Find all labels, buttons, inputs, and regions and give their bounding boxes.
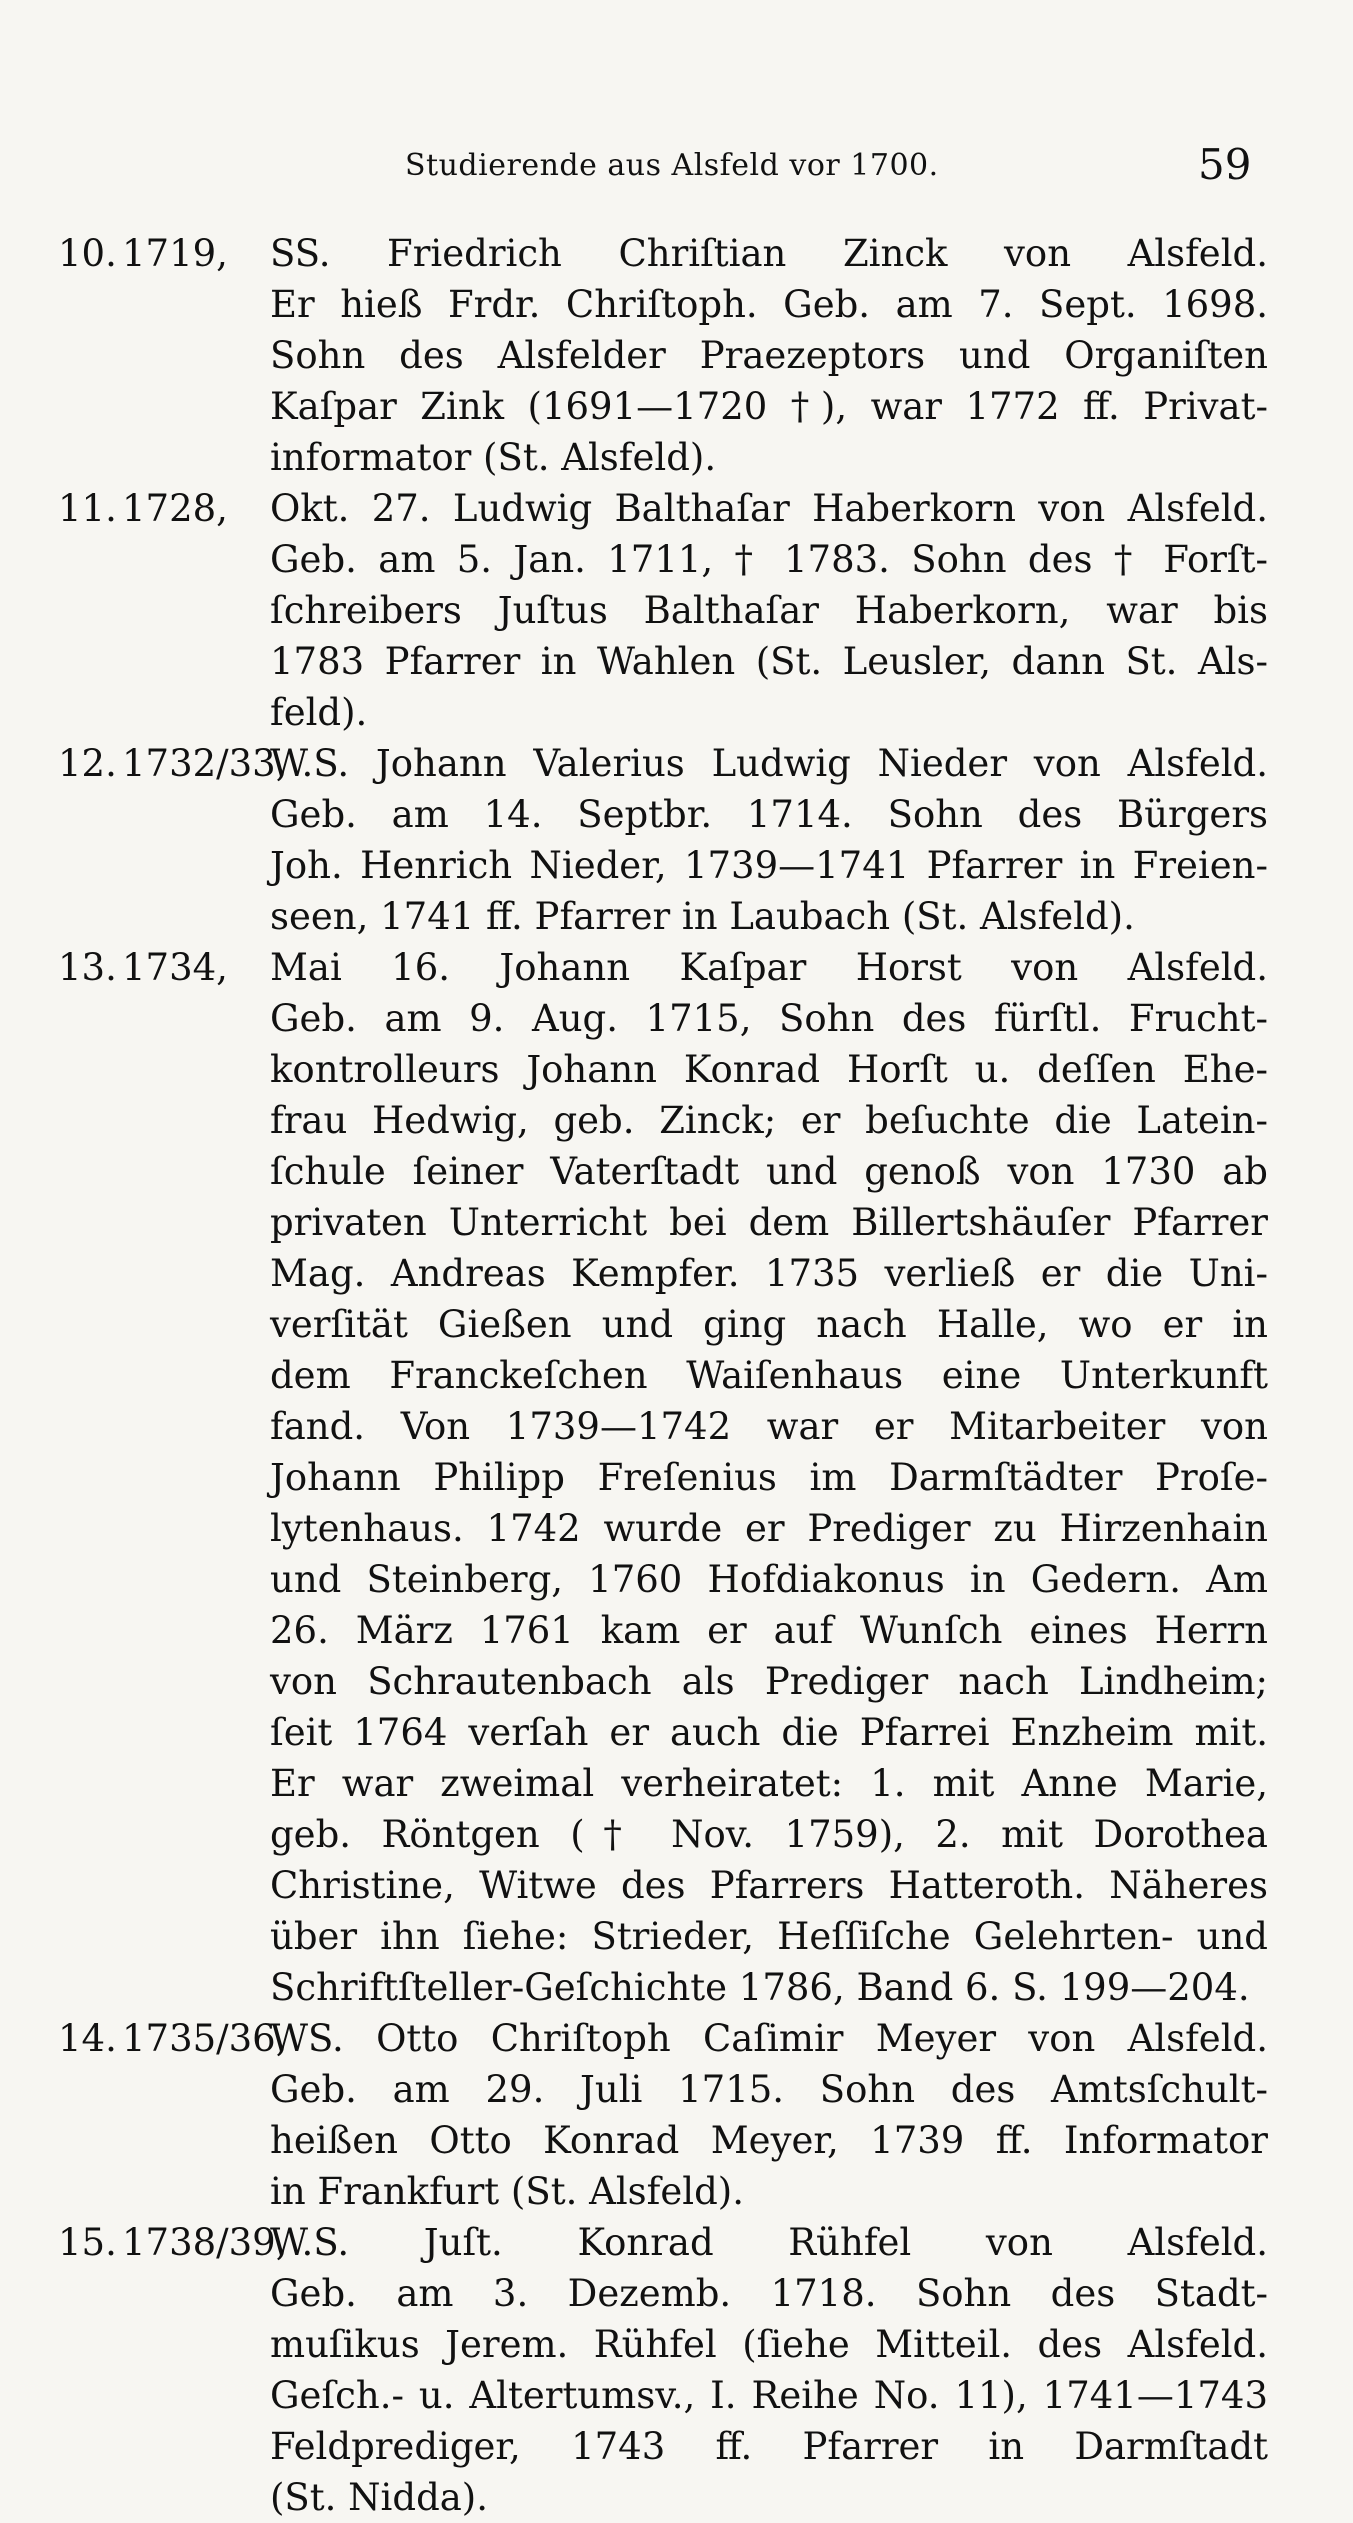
entry-line: 1783 Pfarrer in Wahlen (St. Leusler, dann St. Als- bbox=[270, 640, 1268, 683]
entry-number: 11. bbox=[58, 487, 117, 530]
entry-line: Mai 16. Johann Kaſpar Horst von Alsfeld. bbox=[270, 946, 1268, 989]
entry-head bbox=[58, 942, 228, 993]
entry-line: Er war zweimal verheiratet: 1. mit Anne Marie, bbox=[270, 1762, 1268, 1805]
entry-text bbox=[270, 2217, 1268, 2523]
entry-head bbox=[58, 228, 228, 279]
entry-number: 15. bbox=[58, 2221, 117, 2264]
entry-line: und Steinberg, 1760 Hofdiakonus in Gedern. Am bbox=[270, 1558, 1268, 1601]
entry-line: geb. Röntgen († Nov. 1759), 2. mit Dorothea bbox=[270, 1813, 1268, 1856]
entry-line: 26. März 1761 kam er auf Wunſch eines Herrn bbox=[270, 1609, 1268, 1652]
entry-line: Geb. am 9. Aug. 1715, Sohn des fürſtl. Frucht- bbox=[270, 997, 1268, 1040]
entry-line: W.S. Juſt. Konrad Rühfel von Alsfeld. bbox=[270, 2221, 1268, 2264]
entry-line: Geſch.- u. Altertumsv., I. Reihe No. 11), 1741—1743 bbox=[270, 2374, 1268, 2417]
entry bbox=[58, 942, 1268, 2013]
entry bbox=[58, 738, 1268, 942]
entry-text bbox=[270, 483, 1268, 738]
entry-line: Er hieß Frdr. Chriſtoph. Geb. am 7. Sept. 1698. bbox=[270, 283, 1268, 326]
entry-line: (St. Nidda). bbox=[270, 2476, 489, 2519]
entry bbox=[58, 2217, 1268, 2523]
entry-number: 10. bbox=[58, 232, 117, 275]
page-number: 59 bbox=[1198, 140, 1252, 189]
entry-line: Geb. am 3. Dezemb. 1718. Sohn des Stadt- bbox=[270, 2272, 1268, 2315]
entry-text bbox=[270, 738, 1268, 942]
entry-line: über ihn ſiehe: Strieder, Heſſiſche Gelehrten- und bbox=[270, 1915, 1268, 1958]
running-title: Studierende aus Alsfeld vor 1700. bbox=[405, 148, 939, 183]
entry-line: verſität Gießen und ging nach Halle, wo er in bbox=[270, 1303, 1268, 1346]
entry-line: Geb. am 14. Septbr. 1714. Sohn des Bürgers bbox=[270, 793, 1268, 836]
entry-line: lytenhaus. 1742 wurde er Prediger zu Hirzenhain bbox=[270, 1507, 1268, 1550]
entry-line: Geb. am 5. Jan. 1711, † 1783. Sohn des † Forſt- bbox=[270, 538, 1268, 581]
entry-text bbox=[270, 2013, 1268, 2217]
entry-head bbox=[58, 2013, 287, 2064]
entry-text bbox=[270, 942, 1268, 2013]
entry-head bbox=[58, 738, 287, 789]
entry-line: SS. Friedrich Chriſtian Zinck von Alsfeld. bbox=[270, 232, 1268, 275]
entry-list bbox=[58, 228, 1268, 2523]
entry-line: frau Hedwig, geb. Zinck; er beſuchte die Latein- bbox=[270, 1099, 1268, 1142]
entry-line: Mag. Andreas Kempfer. 1735 verließ er die Uni- bbox=[270, 1252, 1268, 1295]
entry-date: 1732/33, bbox=[122, 742, 288, 785]
entry-date: 1735/36, bbox=[122, 2017, 288, 2060]
entry-line: Okt. 27. Ludwig Balthaſar Haberkorn von Alsfeld. bbox=[270, 487, 1268, 530]
entry-line: fand. Von 1739—1742 war er Mitarbeiter von bbox=[270, 1405, 1268, 1448]
entry-number: 14. bbox=[58, 2017, 117, 2060]
entry-line: W.S. Johann Valerius Ludwig Nieder von Alsfeld. bbox=[270, 742, 1268, 785]
entry-date: 1728, bbox=[122, 487, 228, 530]
entry-date: 1734, bbox=[122, 946, 228, 989]
entry-line: feld). bbox=[270, 691, 368, 734]
entry-line: Christine, Witwe des Pfarrers Hatteroth. Näheres bbox=[270, 1864, 1268, 1907]
entry-line: Sohn des Alsfelder Praezeptors und Organiſten bbox=[270, 334, 1268, 377]
entry bbox=[58, 483, 1268, 738]
entry-date: 1719, bbox=[122, 232, 228, 275]
entry-line: Kaſpar Zink (1691—1720 †), war 1772 ff. Privat- bbox=[270, 385, 1268, 428]
entry-number: 13. bbox=[58, 946, 117, 989]
entry-text bbox=[270, 228, 1268, 483]
entry-line: Joh. Henrich Nieder, 1739—1741 Pfarrer in Freien- bbox=[270, 844, 1268, 887]
entry-line: Schriftſteller-Geſchichte 1786, Band 6. S. 199—204. bbox=[270, 1966, 1250, 2009]
entry-date: 1738/39, bbox=[122, 2221, 288, 2264]
entry-line: Johann Philipp Freſenius im Darmſtädter Proſe- bbox=[270, 1456, 1268, 1499]
entry-line: heißen Otto Konrad Meyer, 1739 ff. Informator bbox=[270, 2119, 1268, 2162]
entry-line: informator (St. Alsfeld). bbox=[270, 436, 717, 479]
entry-line: dem Franckeſchen Waiſenhaus eine Unterkunft bbox=[270, 1354, 1268, 1397]
entry-number: 12. bbox=[58, 742, 117, 785]
entry-line: in Frankfurt (St. Alsfeld). bbox=[270, 2170, 744, 2213]
entry-line: seen, 1741 ff. Pfarrer in Laubach (St. Alsfeld). bbox=[270, 895, 1135, 938]
entry-line: privaten Unterricht bei dem Billertshäuſer Pfarrer bbox=[270, 1201, 1268, 1244]
entry-line: ſchreibers Juſtus Balthaſar Haberkorn, war bis bbox=[270, 589, 1268, 632]
entry-line: von Schrautenbach als Prediger nach Lindheim; bbox=[270, 1660, 1268, 1703]
entry-line: ſchule ſeiner Vaterſtadt und genoß von 1730 ab bbox=[270, 1150, 1268, 1193]
entry-line: ſeit 1764 verſah er auch die Pfarrei Enzheim mit. bbox=[270, 1711, 1268, 1754]
entry-head bbox=[58, 2217, 287, 2268]
running-head bbox=[0, 140, 1353, 208]
entry-line: Geb. am 29. Juli 1715. Sohn des Amtsſchult- bbox=[270, 2068, 1268, 2111]
entry bbox=[58, 228, 1268, 483]
entry-line: Feldprediger, 1743 ff. Pfarrer in Darmſtadt bbox=[270, 2425, 1268, 2468]
entry-head bbox=[58, 483, 228, 534]
entry-line: muſikus Jerem. Rühfel (ſiehe Mitteil. des Alsfeld. bbox=[270, 2323, 1268, 2366]
entry bbox=[58, 2013, 1268, 2217]
entry-line: WS. Otto Chriſtoph Caſimir Meyer von Alsfeld. bbox=[270, 2017, 1268, 2060]
entry-line: kontrolleurs Johann Konrad Horſt u. deſſen Ehe- bbox=[270, 1048, 1268, 1091]
